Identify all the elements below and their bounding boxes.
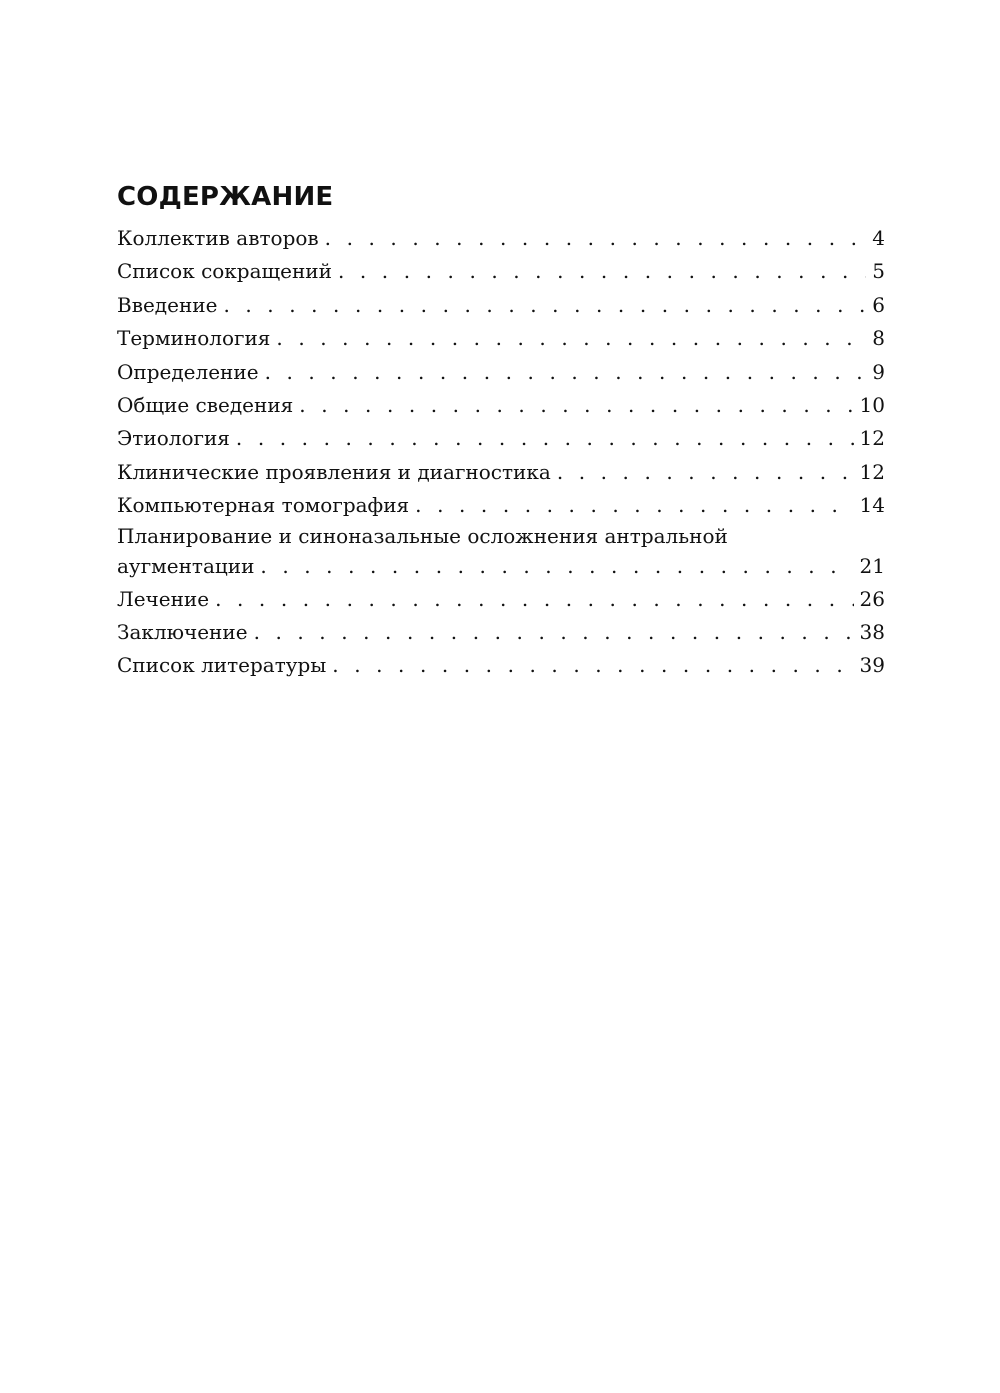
toc-entry-page: 14 bbox=[859, 493, 885, 518]
toc-entry-label: Компьютерная томография bbox=[117, 493, 410, 518]
toc-entry-page: 9 bbox=[872, 359, 885, 384]
toc-entry-page: 26 bbox=[859, 586, 885, 611]
dot-leader bbox=[557, 456, 854, 489]
toc-entry[interactable] bbox=[117, 523, 885, 583]
toc-entry[interactable] bbox=[117, 356, 885, 389]
toc-list bbox=[117, 222, 885, 683]
toc-entry[interactable] bbox=[117, 289, 885, 322]
dot-leader bbox=[276, 322, 866, 355]
dot-leader bbox=[254, 616, 854, 649]
toc-entry-line2 bbox=[117, 550, 885, 583]
dot-leader bbox=[215, 583, 853, 616]
toc-entry-page: 5 bbox=[872, 259, 885, 284]
dot-leader bbox=[299, 389, 853, 422]
toc-entry-page: 8 bbox=[872, 326, 885, 351]
toc-entry[interactable] bbox=[117, 255, 885, 288]
dot-leader bbox=[265, 356, 867, 389]
toc-entry-label: Этиология bbox=[117, 426, 230, 451]
toc-entry-page: 4 bbox=[872, 226, 885, 250]
toc-entry-page: 10 bbox=[859, 392, 885, 417]
toc-entry-label: Клинические проявления и диагностика bbox=[117, 459, 551, 484]
dot-leader bbox=[338, 255, 866, 288]
toc-entry[interactable] bbox=[117, 616, 885, 649]
toc-entry-page: 39 bbox=[859, 653, 885, 678]
toc-entry-label: Лечение bbox=[117, 586, 210, 611]
toc-entry-label: Терминология bbox=[117, 326, 271, 351]
dot-leader bbox=[260, 550, 853, 583]
toc-title: СОДЕРЖАНИЕ bbox=[117, 182, 334, 212]
toc-entry[interactable] bbox=[117, 222, 885, 255]
toc-entry-label-line2: аугментации bbox=[117, 553, 255, 578]
toc-entry-label: Список сокращений bbox=[117, 259, 332, 284]
toc-entry[interactable] bbox=[117, 489, 885, 522]
toc-entry-label: Общие сведения bbox=[117, 392, 294, 417]
toc-entry-label-line1: Планирование и синоназальные осложнения антральной bbox=[117, 523, 728, 548]
toc-entry-page: 38 bbox=[859, 619, 885, 644]
dot-leader bbox=[223, 289, 866, 322]
dot-leader bbox=[236, 422, 854, 455]
table-of-contents bbox=[117, 180, 885, 683]
toc-entry[interactable] bbox=[117, 583, 885, 616]
toc-entry-label: Список литературы bbox=[117, 653, 327, 678]
toc-entry-label: Введение bbox=[117, 292, 218, 317]
dot-leader bbox=[332, 649, 853, 682]
dot-leader bbox=[325, 222, 867, 255]
toc-entry[interactable] bbox=[117, 322, 885, 355]
toc-entry-page: 6 bbox=[872, 292, 885, 317]
toc-entry-page: 12 bbox=[859, 426, 885, 451]
toc-entry-page: 12 bbox=[859, 459, 885, 484]
toc-entry-page: 21 bbox=[859, 553, 885, 578]
toc-entry[interactable] bbox=[117, 456, 885, 489]
toc-entry-label: Коллектив авторов bbox=[117, 226, 319, 250]
toc-entry[interactable] bbox=[117, 389, 885, 422]
toc-entry-label: Определение bbox=[117, 359, 259, 384]
toc-entry-label: Заключение bbox=[117, 619, 248, 644]
toc-entry[interactable] bbox=[117, 649, 885, 682]
toc-entry[interactable] bbox=[117, 422, 885, 455]
dot-leader bbox=[415, 489, 853, 522]
